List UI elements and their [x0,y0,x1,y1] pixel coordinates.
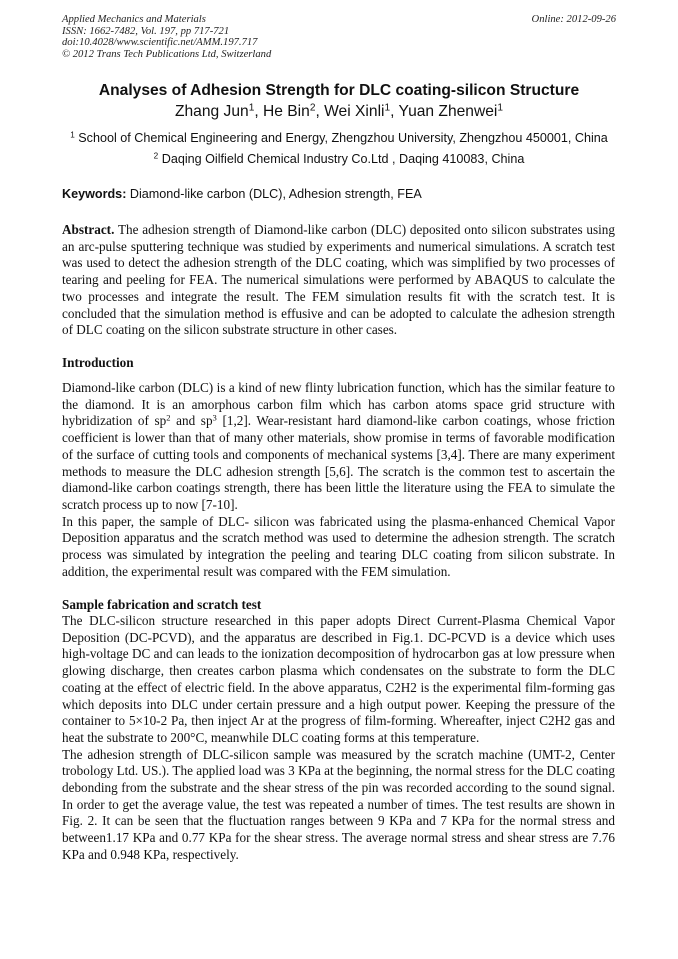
superscript: 2 [166,412,171,423]
paper-title: Analyses of Adhesion Strength for DLC coating-silicon Structure [98,82,580,99]
author-list: Zhang Jun$^1$, He Bin$^2$, Wei Xinli$^1$, Yuan Zhenwei$^1$ [174,102,504,120]
introduction-paragraph-2: In this paper, the sample of DLC- silicon was fabricated using the plasma-enhanced Chemical Vapor Deposition apparatus and the scratch method was used to determine the adhesion strength. The scratch process was simulated by integration the peeling and tearing DLC coating from silicon substrate. In addition, the experimental result was compared with the FEM simulation. [62,513,615,579]
superscript: 3 [212,412,217,423]
abstract [62,222,615,339]
author-affiliation-mark: 1 [497,102,504,114]
author-name: He Bin [263,103,310,120]
copyright-line: © 2012 Trans Tech Publications Ltd, Switzerland [62,48,272,60]
introduction-paragraph-1 [62,380,615,514]
intro-text-part: and sp [170,413,213,429]
keywords-text: Diamond-like carbon (DLC), Adhesion strength, FEA [129,187,422,201]
intro-text-part: Diamond-like carbon (DLC) is a kind of new flinty lubrication function, which has the similar feature to the diamond. It is an amorphous carbon film which has carbon atoms space grid structure with hybridization of sp [62,380,615,429]
section-heading-introduction: Introduction [62,355,134,370]
affiliation-number: 1 [70,130,75,140]
affiliation-1 [0,131,678,146]
author-affiliation-mark: 1 [384,102,391,114]
journal-header [62,14,616,60]
introduction-body [62,380,615,580]
affiliation-text: School of Chemical Engineering and Energy, Zhengzhou University, Zhengzhou 450001, China [78,131,608,145]
abstract-text: The adhesion strength of Diamond-like carbon (DLC) deposited onto silicon substrates using an arc-pulse sputtering technique was studied by experiments and numerical simulations. A scratch test was used to detect the adhesion strength of the DLC coating, which was simplified by two processes of tearing and peeling for FEA. The numerical simulations were performed by ABAQUS to calculate the two processes and integrate the result. The FEM simulation results fit with the scratch test. It is concluded that the simulation method is effusive and can be adopted to calculate the adhesion strength of DLC coating on the silicon substrate structure in other cases. [62,222,615,338]
journal-name: Applied Mechanics and Materials [62,14,206,25]
sample-paragraph-1: The DLC-silicon structure researched in this paper adopts Direct Current-Plasma Chemical Vapor Deposition (DC-PCVD), and the apparatus are described in Fig.1. DC-PCVD is a device which uses high-voltage DC and can leads to the ionization decomposition of hydrocarbon gas at low pressure when glowing discharge, then creates carbon plasma which condensates on the substrate to form the DLC coating at the effect of electric field. In the above apparatus, C2H2 is the experimental film-forming gas which deposits into DLC under certain pressure and a high output power. Keeping the pressure of the container to 5×10-2 Pa, then inject Ar at the progress of film-forming. Whereafter, inject C2H2 gas and heat the substrate to 200°C, meanwhile DLC coating forms at this temperature. [62,613,615,745]
issn-line: ISSN: 1662-7482, Vol. 197, pp 717-721 [62,25,230,37]
sample-section-body [62,613,615,864]
author-name: Wei Xinli [324,103,385,120]
author-affiliation-mark: 2 [309,102,316,114]
author-name: Yuan Zhenwei [398,103,498,120]
keywords [62,187,622,202]
abstract-label: Abstract. [62,222,115,237]
sample-paragraph-2: The adhesion strength of DLC-silicon sample was measured by the scratch machine (UMT-2, Center trobology Ltd. US.). The applied load was 3 KPa at the beginning, the normal stress for the DLC coating debonding from the substrate and the shear stress of the pin was recorded according to the sound signal. In order to get the average value, the test was repeated a number of times. The test results are shown in Fig. 2. It can be seen that the fluctuation ranges between 9 KPa and 7 KPa for the normal stress and between1.17 KPa and 0.77 KPa for the shear stress. The average normal stress and shear stress are 7.76 KPa and 0.948 KPa, respectively. [62,746,615,862]
online-date: Online: 2012-09-26 [531,14,616,25]
doi-line: doi:10.4028/www.scientific.net/AMM.197.717 [62,37,258,49]
intro-text-part: [1,2]. Wear-resistant hard diamond-like carbon coatings, whose friction coefficient is lower than that of many other materials, show promise in terms of favorable modification of the surface of cutting tools and components of mechanical systems [3,4]. There are many experiment methods to measure the DLC adhesion strength [5,6]. The scratch is the common test to ascertain the diamond-like carbon coatings strength, there has been little the literature using the FEA to simulate the scratch process up to now [7-10]. [62,413,615,512]
affiliation-number: 2 [153,151,159,161]
section-heading-sample: Sample fabrication and scratch test [62,597,262,612]
author-affiliation-mark: 1 [248,102,255,114]
affiliation-text: Daqing Oilfield Chemical Industry Co.Ltd , Daqing 410083, China [161,152,525,166]
keywords-label: Keywords: [62,187,127,201]
affiliation-2 [0,152,678,167]
author-name: Zhang Jun [174,103,249,120]
